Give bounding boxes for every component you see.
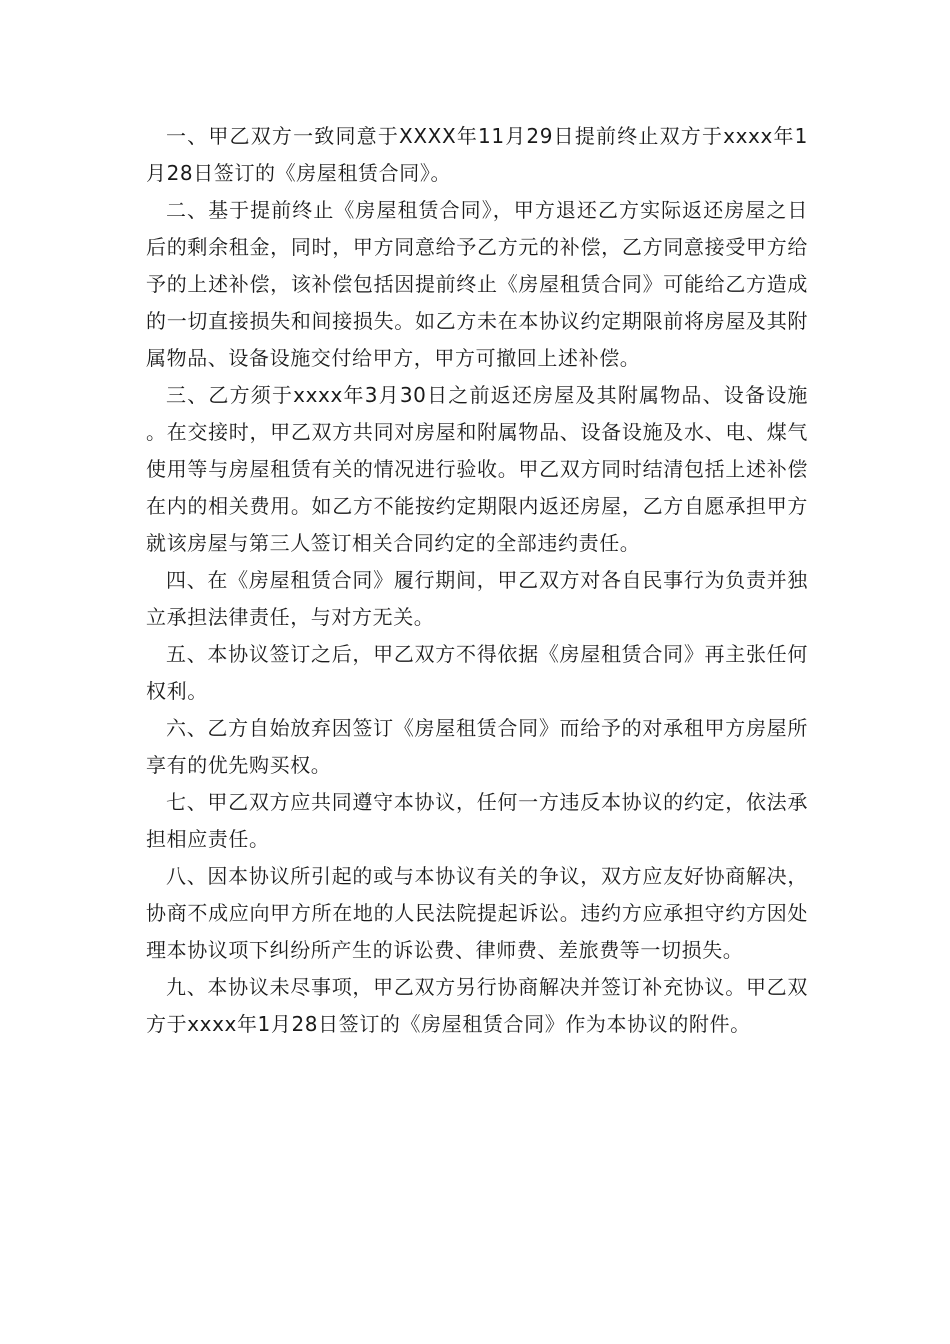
document-body: [146, 118, 808, 1043]
clause-3: 三、乙方须于xxxx年3月30日之前返还房屋及其附属物品、设备设施。在交接时，甲乙双方共同对房屋和附属物品、设备设施及水、电、煤气使用等与房屋租赁有关的情况进行验收。甲乙双方同时结清包括上述补偿在内的相关费用。如乙方不能按约定期限内返还房屋，乙方自愿承担甲方就该房屋与第三人签订相关合同约定的全部违约责任。: [146, 383, 808, 555]
clause-6: 六、乙方自始放弃因签订《房屋租赁合同》而给予的对承租甲方房屋所享有的优先购买权。: [146, 716, 808, 777]
clause-9: 九、本协议未尽事项，甲乙双方另行协商解决并签订补充协议。甲乙双方于xxxx年1月28日签订的《房屋租赁合同》作为本协议的附件。: [146, 975, 808, 1036]
clause-8: 八、因本协议所引起的或与本协议有关的争议，双方应友好协商解决，协商不成应向甲方所在地的人民法院提起诉讼。违约方应承担守约方因处理本协议项下纠纷所产生的诉讼费、律师费、差旅费等一切损失。: [146, 864, 808, 962]
clause-5: 五、本协议签订之后，甲乙双方不得依据《房屋租赁合同》再主张任何权利。: [146, 642, 808, 703]
clause-7: 七、甲乙双方应共同遵守本协议，任何一方违反本协议的约定，依法承担相应责任。: [146, 790, 808, 851]
clause-1: 一、甲乙双方一致同意于XXXX年11月29日提前终止双方于xxxx年1月28日签订的《房屋租赁合同》。: [146, 124, 808, 185]
clause-4: 四、在《房屋租赁合同》履行期间，甲乙双方对各自民事行为负责并独立承担法律责任，与对方无关。: [146, 568, 808, 629]
clause-2: 二、基于提前终止《房屋租赁合同》，甲方退还乙方实际返还房屋之日后的剩余租金，同时，甲方同意给予乙方元的补偿，乙方同意接受甲方给予的上述补偿，该补偿包括因提前终止《房屋租赁合同》可能给乙方造成的一切直接损失和间接损失。如乙方未在本协议约定期限前将房屋及其附属物品、设备设施交付给甲方，甲方可撤回上述补偿。: [146, 198, 808, 370]
